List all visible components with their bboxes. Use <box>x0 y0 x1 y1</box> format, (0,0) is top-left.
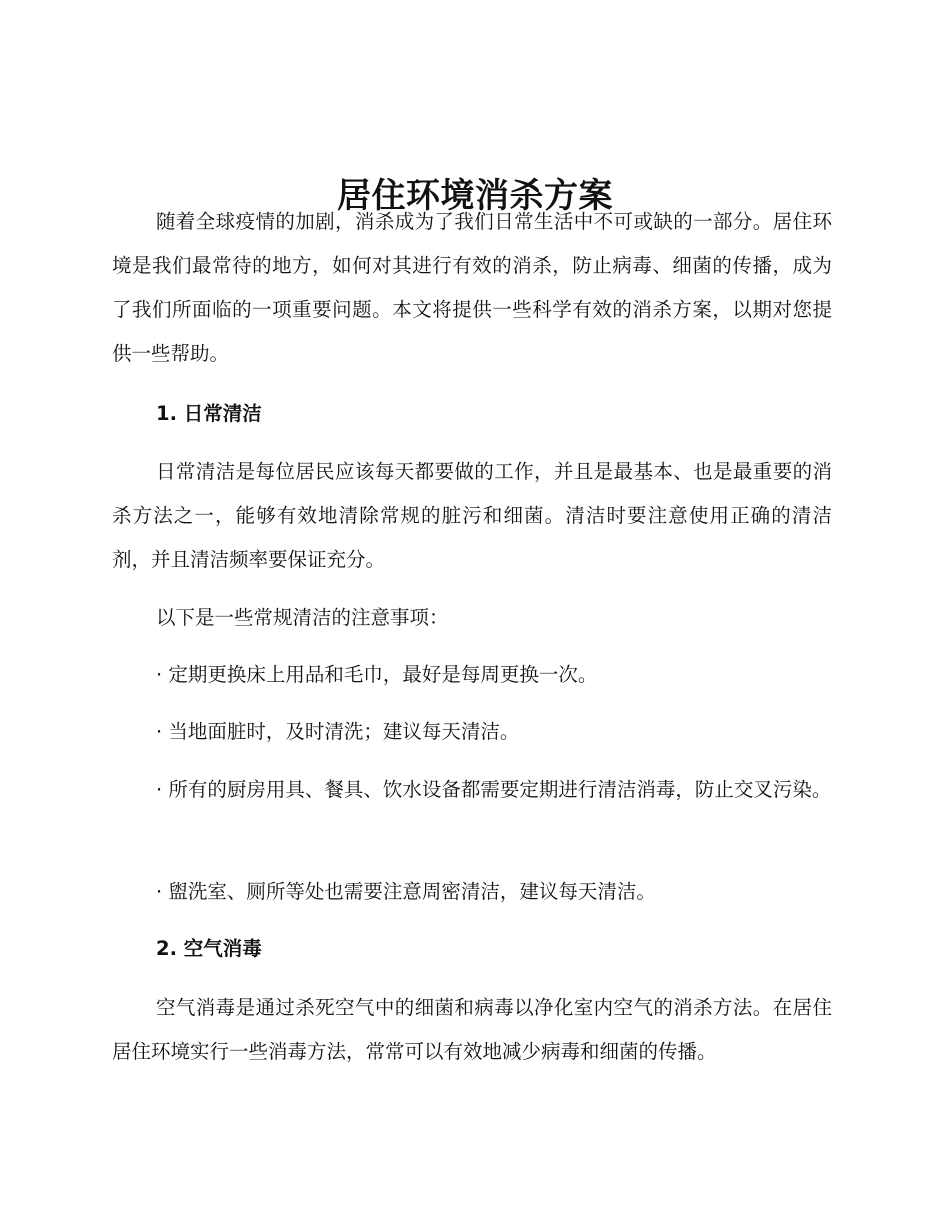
section-heading-air-disinfection: 2. 空气消毒 <box>156 937 262 960</box>
intro-paragraph: 随着全球疫情的加剧，消杀成为了我们日常生活中不可或缺的一部分。居住环境是我们最常待的地方，如何对其进行有效的消杀，防止病毒、细菌的传播，成为了我们所面临的一项重要问题。本文将提供一些科学有效的消杀方案，以期对您提供一些帮助。 <box>112 210 832 365</box>
list-item: · 定期更换床上用品和毛巾，最好是每周更换一次。 <box>156 663 598 686</box>
list-item: · 所有的厨房用具、餐具、饮水设备都需要定期进行清洁消毒，防止交叉污染。 <box>156 778 832 801</box>
list-item: · 当地面脏时，及时清洗；建议每天清洁。 <box>156 720 520 743</box>
document-title: 居住环境消杀方案 <box>337 175 613 216</box>
daily-cleaning-paragraph: 日常清洁是每位居民应该每天都要做的工作，并且是最基本、也是最重要的消杀方法之一，能够有效地清除常规的脏污和细菌。清洁时要注意使用正确的清洁剂，并且清洁频率要保证充分。 <box>112 460 832 571</box>
list-intro: 以下是一些常规清洁的注意事项： <box>156 606 449 629</box>
section-heading-daily-cleaning: 1. 日常清洁 <box>156 402 262 425</box>
air-disinfection-paragraph: 空气消毒是通过杀死空气中的细菌和病毒以净化室内空气的消杀方法。在居住居住环境实行一些消毒方法，常常可以有效地减少病毒和细菌的传播。 <box>112 996 832 1063</box>
list-item: · 盥洗室、厕所等处也需要注意周密清洁，建议每天清洁。 <box>156 880 656 903</box>
